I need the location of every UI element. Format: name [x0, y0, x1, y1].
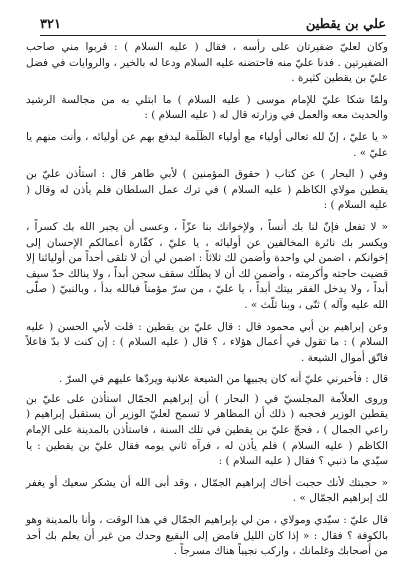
running-title: علي بن يقطين: [305, 17, 386, 32]
quote-paragraph: « يا عليّ ، إنّ لله تعالى أولياء مع أولياء الظَلَمة ليدفع بهم عن أوليائه ، وأنت منهم يا عليّ » .: [26, 130, 388, 159]
paragraph: قال : فأخبرني عليّ أنه كان يجبيها من الشيعة علانية ويردّها عليهم في السرّ .: [59, 373, 388, 386]
paragraph: وكان لعليّ ضفيرتان على رأسه ، فقال ( عليه السلام ) : قربوا مني صاحب الضفيرتين . فدنا عليّ منه فاحتضنه عليه السلام ودعا له بالخير ، والروايات في فضل عليّ بن يقطين كثيرة .: [26, 41, 388, 85]
paragraph: قال عليّ : سيّدي ومولاي ، من لي بإبراهيم الجمّال في هذا الوقت ، وأنا بالمدينة وهو بالكوفة ؟ فقال : « إذا كان الليل فامض إلى البقيع وحدك من غير أن يعلم بك أحد من أصحابك وغلمانك ، واركب نجيباً هناك مسرجاً .: [26, 514, 388, 558]
paragraph: وروى العلاّمة المجلسيّ في ( البحار ) أن إبراهيم الجمّال استأذن على عليّ بن يقطين الوزير فحجبه ( ذلك أن المظاهر لا تسمح لعليّ الوزير أن يستقبل إبراهيم ( راعي الجمال ) ، فحجّ عليّ بن يقطين في تلك السنة ، فاستأذن بالمدينة على الإمام الكاظم ( عليه السلام ) فلم يأذن له ، فرآه ثاني يومه فقال عليّ بن يقطين : يا سيّدي ما ذنبي ؟ فقال ( عليه السلام ) :: [26, 392, 388, 468]
paragraph: ولمّا شكا عليّ للإمام موسى ( عليه السلام ) ما ابتلي به من مجالسة الرشيد والحديث معه والعمل في وزارته قال له ( عليه السلام ) :: [26, 93, 388, 122]
page-header: [40, 12, 386, 36]
page-body: [26, 40, 388, 572]
quote-paragraph: « لا تفعل فإنّ لنا بك أنساً ، ولإخوانك بنا عزّاً ، وعسى أن يجبر الله بك كسراً ، ويكسر بك نائرة المخالفين عن أوليائه ، يا عليّ ، كفّارة أعمالكم الإحسان إلى إخوانكم ، اضمن لي واحدة وأضمن لك ثلاثاً : اضمن لي أن لا تلقى أحداً من أوليائنا إلا قضيت حاجته وأكرمته ، وأضمن لك أن لا يظلّك سقف سجن أبداً ، ولا ينالك حدّ سيف أبداً ، ولا يدخل الفقر بيتك أبداً ، يا عليّ ، من سرّ مؤمناً فبالله بدأ ، وبالنبيّ ( صلّى الله عليه وآله ) ثنّى ، وبنا ثلّث » .: [26, 220, 388, 311]
paragraph: وفي ( البحار ) عن كتاب ( حقوق المؤمنين ) لأبي طاهر قال : استأذن عليّ بن يقطين مولاي الكاظم ( عليه السلام ) في ترك عمل السلطان فلم يأذن له وقال ( عليه السلام ) :: [26, 168, 388, 212]
quote-paragraph: « حجبتك لأنك حجبت أخاك إبراهيم الجمّال ، وقد أبى الله أن يشكر سعيك أو يغفر لك إبراهيم الجمّال » .: [26, 476, 388, 505]
page-number: ٣٢١: [40, 17, 61, 32]
paragraph: وعن إبراهيم بن أبي محمود قال : قال عليّ بن يقطين : قلت لأبي الحسن ( عليه السلام ) : ما تقول في أعمال هؤلاء ، ؟ قال ( عليه السلام ) : إن كنت لا بدّ فاعلاً فاتّق أموال الشيعة .: [26, 320, 388, 364]
